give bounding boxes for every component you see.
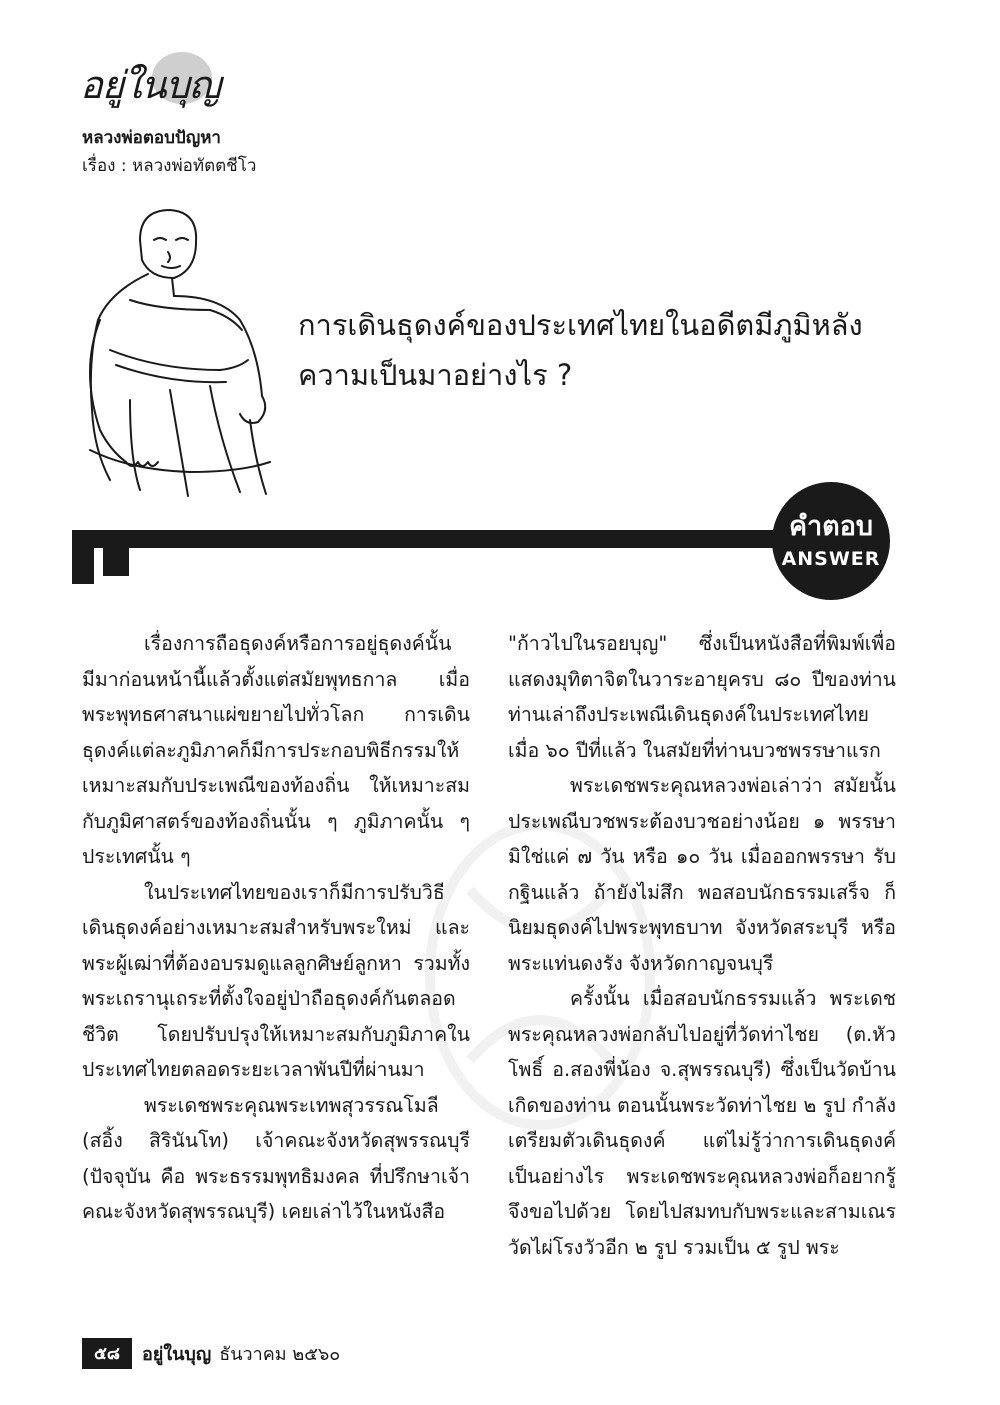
logo-text: อยู่ในบุญ <box>80 63 221 107</box>
paragraph: พระเดชพระคุณพระเทพสุวรรณโมลี (สอิ้ง สิรินันโท) เจ้าคณะจังหวัดสุพรรณบุรี (ปัจจุบัน คือ พระธรรมพุทธิมงคล ที่ปรึกษาเจ้าคณะจังหวัดสุพรรณบุรี) เคยเล่าไว้ในหนังสือ <box>82 1093 470 1223</box>
answer-badge-english: ANSWER <box>781 548 881 570</box>
issue-date: ธันวาคม ๒๕๖๐ <box>219 1344 341 1365</box>
divider-tab <box>72 530 94 584</box>
answer-badge <box>772 482 890 600</box>
article-column-right <box>508 626 896 1265</box>
magazine-logo <box>80 42 220 112</box>
page-footer <box>82 1338 340 1369</box>
section-title: หลวงพ่อตอบปัญหา <box>82 128 221 148</box>
paragraph: เรื่องการถือธุดงค์หรือการอยู่ธุดงค์นั้น มีมาก่อนหน้านี้แล้วตั้งแต่สมัยพุทธกาล เมื่อพระพุทธศาสนาแผ่ขยายไปทั่วโลก การเดินธุดงค์แต่ละภูมิภาคก็มีการประกอบพิธีกรรมให้เหมาะสมกับประเพณีของท้องถิ่น ให้เหมาะสมกับภูมิศาสตร์ของท้องถิ่นนั้น ๆ ภูมิภาคนั้น ๆ ประเทศนั้น ๆ <box>82 632 470 868</box>
divider-bar <box>72 530 832 548</box>
question-line-2: ความเป็นมาอย่างไร ? <box>298 358 573 392</box>
page-number: ๕๘ <box>82 1338 132 1369</box>
monk-illustration <box>70 200 280 500</box>
article-subject: เรื่อง : หลวงพ่อทัตตชีโว <box>82 156 257 176</box>
divider-tab <box>103 530 129 576</box>
paragraph: ในประเทศไทยของเราก็มีการปรับวิธีเดินธุดงค์อย่างเหมาะสมสำหรับพระใหม่ และพระผู้เฒ่าที่ต้องอบรมดูแลลูกศิษย์ลูกหา รวมทั้งพระเถรานุเถระที่ตั้งใจอยู่ป่าถือธุดงค์กันตลอดชีวิต โดยปรับปรุงให้เหมาะสมกับภูมิภาคในประเทศไทยตลอดระยะเวลาพันปีที่ผ่านมา <box>82 880 470 1081</box>
paragraph: "ก้าวไปในรอยบุญ" ซึ่งเป็นหนังสือที่พิมพ์เพื่อแสดงมุทิตาจิตในวาระอายุครบ ๘๐ ปีของท่าน ท่านเล่าถึงประเพณีเดินธุดงค์ในประเทศไทย เมื่อ ๖๐ ปีที่แล้ว ในสมัยที่ท่านบวชพรรษาแรก <box>508 632 896 762</box>
paragraph: พระเดชพระคุณหลวงพ่อเล่าว่า สมัยนั้น ประเพณีบวชพระต้องบวชอย่างน้อย ๑ พรรษา มิใช่แค่ ๗ วัน หรือ ๑๐ วัน เมื่อออกพรรษา รับกฐินแล้ว ถ้ายังไม่สึก พอสอบนักธรรมเสร็จ ก็นิยมธุดงค์ไปพระพุทธบาท จังหวัดสระบุรี หรือพระแท่นดงรัง จังหวัดกาญจนบุรี <box>508 774 896 975</box>
answer-badge-thai: คำตอบ <box>788 511 874 542</box>
magazine-name: อยู่ในบุญ <box>141 1344 212 1365</box>
question-heading <box>298 300 918 400</box>
paragraph: ครั้งนั้น เมื่อสอบนักธรรมแล้ว พระเดชพระคุณหลวงพ่อกลับไปอยู่ที่วัดท่าไชย (ต.หัวโพธิ์ อ.สองพี่น้อง จ.สุพรรณบุรี) ซึ่งเป็นวัดบ้านเกิดของท่าน ตอนนั้นพระวัดท่าไชย ๒ รูป กำลังเตรียมตัวเดินธุดงค์ แต่ไม่รู้ว่าการเดินธุดงค์เป็นอย่างไร พระเดชพระคุณหลวงพ่อก็อยากรู้ จึงขอไปด้วย โดยไปสมทบกับพระและสามเณรวัดไผ่โรงวัวอีก ๒ รูป รวมเป็น ๕ รูป พระ <box>508 987 896 1259</box>
article-column-left <box>82 626 470 1230</box>
question-line-1: การเดินธุดงค์ของประเทศไทยในอดีตมีภูมิหลัง <box>298 308 863 342</box>
